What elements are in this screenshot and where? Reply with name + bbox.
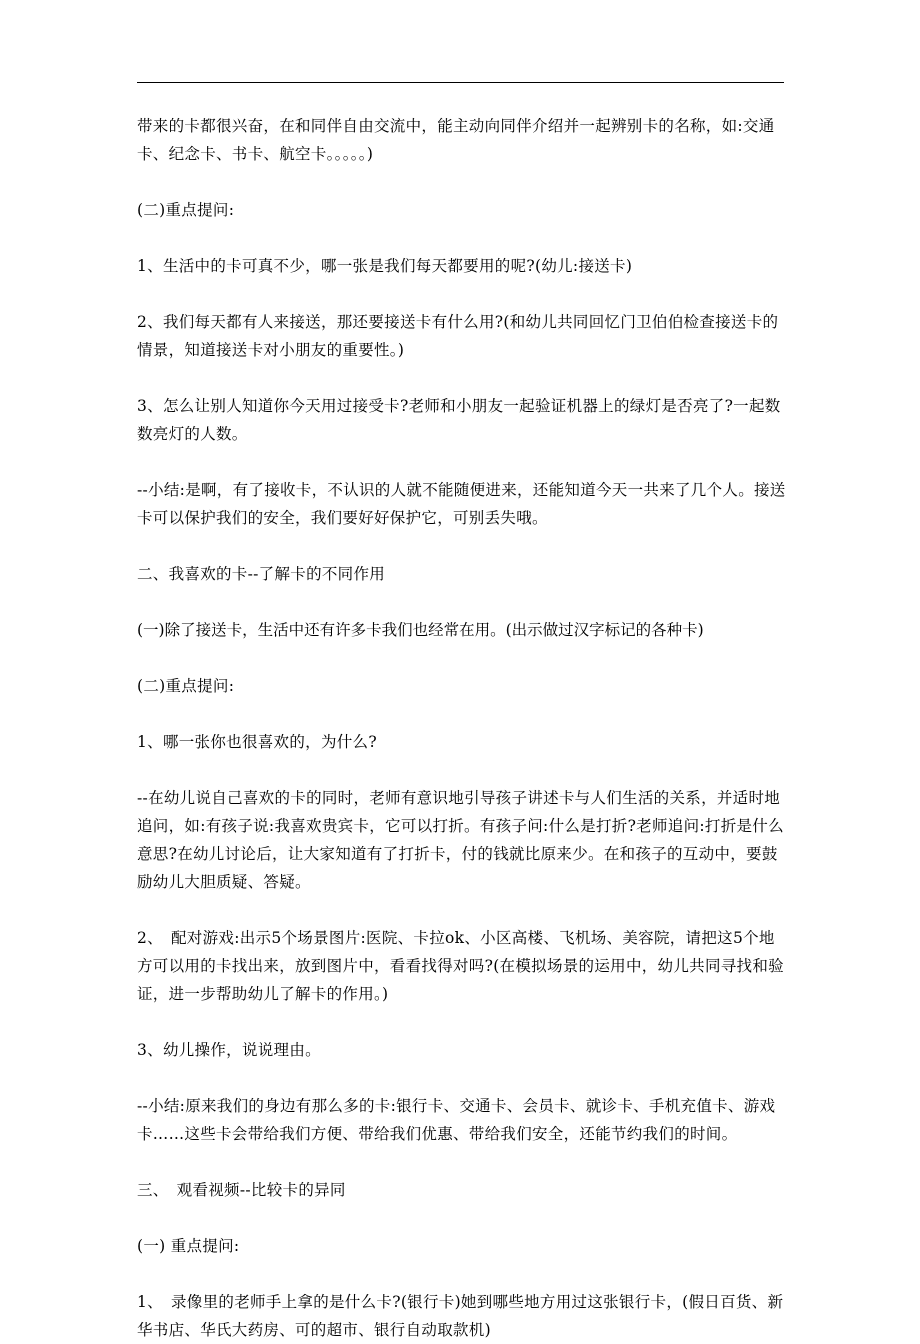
header-rule xyxy=(137,82,784,83)
paragraph: 带来的卡都很兴奋，在和同伴自由交流中，能主动向同伴介绍并一起辨别卡的名称，如:交通卡、纪念卡、书卡、航空卡。。。。。) xyxy=(137,117,775,163)
summary-paragraph: --小结:原来我们的身边有那么多的卡:银行卡、交通卡、会员卡、就诊卡、手机充值卡、游戏卡……这些卡会带给我们方便、带给我们优惠、带给我们安全，还能节约我们的时间。 xyxy=(137,1097,776,1143)
subheading: (二)重点提问: xyxy=(137,201,235,219)
paragraph: 1、 录像里的老师手上拿的是什么卡?(银行卡)她到哪些地方用过这张银行卡，(假日百货、新华书店、华氏大药房、可的超市、银行自动取款机) xyxy=(137,1293,784,1339)
paragraph: 3、怎么让别人知道你今天用过接受卡?老师和小朋友一起验证机器上的绿灯是否亮了?一起数数亮灯的人数。 xyxy=(137,397,781,443)
subheading: (一) 重点提问: xyxy=(137,1237,240,1255)
paragraph: 2、 配对游戏:出示5个场景图片:医院、卡拉ok、小区高楼、飞机场、美容院，请把这5个地方可以用的卡找出来，放到图片中，看看找得对吗?(在模拟场景的运用中，幼儿共同寻找和验证，进一步帮助幼儿了解卡的作用。) xyxy=(137,929,784,1003)
section-heading: 三、 观看视频--比较卡的异同 xyxy=(137,1181,346,1199)
paragraph: 1、生活中的卡可真不少，哪一张是我们每天都要用的呢?(幼儿:接送卡) xyxy=(137,257,633,275)
subheading: (二)重点提问: xyxy=(137,677,235,695)
paragraph: (一)除了接送卡，生活中还有许多卡我们也经常在用。(出示做过汉字标记的各种卡) xyxy=(137,621,704,639)
document-body xyxy=(137,112,787,1344)
section-heading: 二、我喜欢的卡--了解卡的不同作用 xyxy=(137,565,386,583)
paragraph: 2、我们每天都有人来接送，那还要接送卡有什么用?(和幼儿共同回忆门卫伯伯检查接送卡的情景，知道接送卡对小朋友的重要性。) xyxy=(137,313,779,359)
paragraph: --在幼儿说自己喜欢的卡的同时，老师有意识地引导孩子讲述卡与人们生活的关系，并适时地追问，如:有孩子说:我喜欢贵宾卡，它可以打折。有孩子问:什么是打折?老师追问:打折是什么意思?在幼儿讨论后，让大家知道有了打折卡，付的钱就比原来少。在和孩子的互动中，要鼓励幼儿大胆质疑、答疑。 xyxy=(137,789,784,891)
paragraph: 3、幼儿操作，说说理由。 xyxy=(137,1041,321,1059)
summary-paragraph: --小结:是啊，有了接收卡，不认识的人就不能随便进来，还能知道今天一共来了几个人。接送卡可以保护我们的安全，我们要好好保护它，可别丢失哦。 xyxy=(137,481,786,527)
paragraph: 1、哪一张你也很喜欢的，为什么? xyxy=(137,733,377,751)
